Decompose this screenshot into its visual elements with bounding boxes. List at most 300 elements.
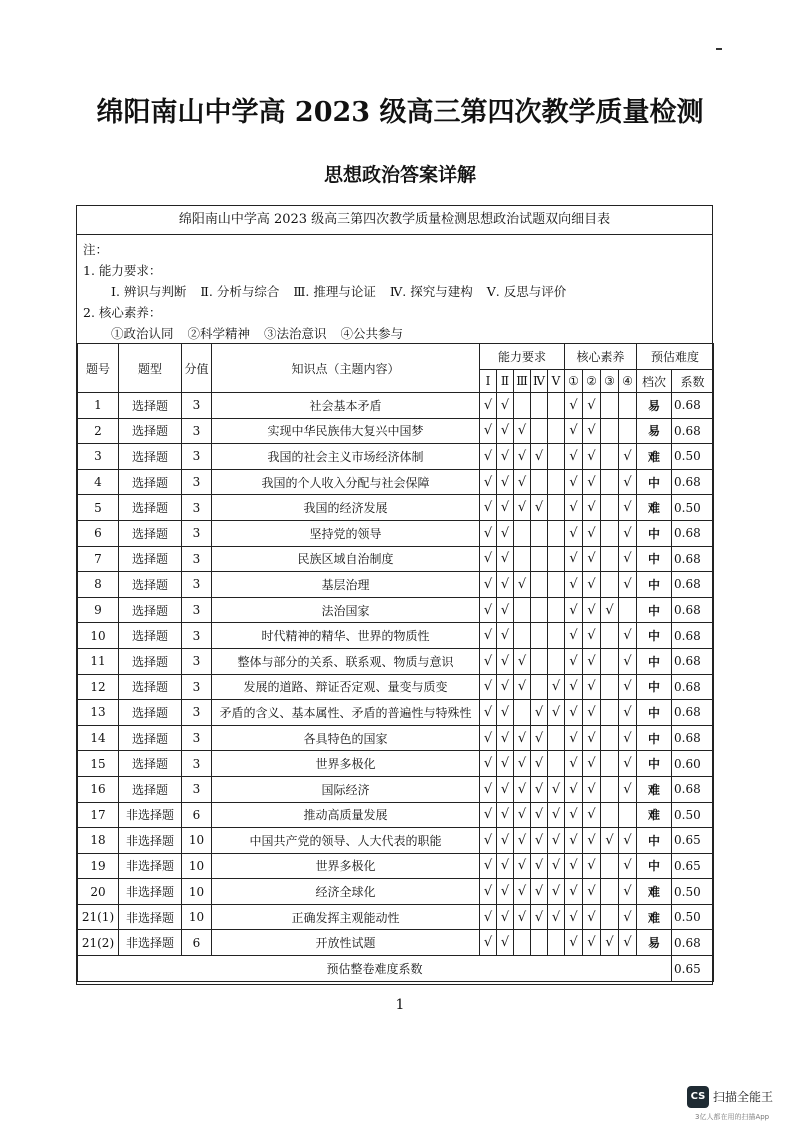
- ability-check-cell: √: [480, 418, 497, 444]
- literacy-check-cell: [601, 648, 619, 674]
- table-row: [78, 725, 714, 751]
- question-type: 选择题: [119, 546, 182, 572]
- difficulty-grade: 中: [637, 751, 672, 777]
- ability-check-cell: [531, 546, 548, 572]
- literacy-check-cell: √: [619, 879, 637, 905]
- table-row: [78, 418, 714, 444]
- question-number: 5: [78, 495, 119, 521]
- difficulty-coef: 0.68: [672, 520, 714, 546]
- question-score: 3: [182, 572, 212, 598]
- knowledge-point: 整体与部分的关系、联系观、物质与意识: [212, 648, 480, 674]
- literacy-check-cell: √: [583, 930, 601, 956]
- question-number: 21(1): [78, 904, 119, 930]
- spec-table-body: [78, 393, 714, 956]
- ability-check-cell: √: [514, 853, 531, 879]
- header-literacy-col: ④: [619, 370, 637, 393]
- literacy-heading: 2. 核心素养：: [83, 305, 162, 320]
- literacy-check-cell: √: [583, 776, 601, 802]
- difficulty-coef: 0.68: [672, 700, 714, 726]
- question-score: 6: [182, 930, 212, 956]
- question-number: 10: [78, 623, 119, 649]
- literacy-check-cell: √: [565, 930, 583, 956]
- ability-check-cell: [531, 597, 548, 623]
- ability-check-cell: √: [480, 520, 497, 546]
- difficulty-coef: 0.50: [672, 802, 714, 828]
- literacy-check-cell: √: [565, 904, 583, 930]
- difficulty-coef: 0.68: [672, 572, 714, 598]
- header-knowledge: 知识点（主题内容）: [212, 344, 480, 393]
- question-type: 选择题: [119, 776, 182, 802]
- knowledge-point: 基层治理: [212, 572, 480, 598]
- header-ability-col: Ⅳ: [531, 370, 548, 393]
- literacy-check-cell: [601, 751, 619, 777]
- literacy-check-cell: [619, 597, 637, 623]
- difficulty-grade: 中: [637, 853, 672, 879]
- question-score: 3: [182, 520, 212, 546]
- scanner-watermark: [687, 1086, 797, 1122]
- ability-check-cell: √: [480, 469, 497, 495]
- ability-check-cell: √: [480, 623, 497, 649]
- difficulty-coef: 0.68: [672, 393, 714, 419]
- ability-check-cell: [548, 623, 565, 649]
- ability-check-cell: √: [480, 674, 497, 700]
- literacy-item: ②科学精神: [187, 326, 251, 341]
- question-number: 16: [78, 776, 119, 802]
- ability-check-cell: √: [480, 648, 497, 674]
- question-type: 非选择题: [119, 904, 182, 930]
- ability-check-cell: √: [497, 597, 514, 623]
- ability-check-cell: √: [514, 572, 531, 598]
- ability-check-cell: √: [531, 725, 548, 751]
- difficulty-coef: 0.65: [672, 853, 714, 879]
- question-score: 3: [182, 495, 212, 521]
- question-type: 非选择题: [119, 828, 182, 854]
- ability-check-cell: √: [514, 879, 531, 905]
- question-number: 12: [78, 674, 119, 700]
- question-score: 10: [182, 904, 212, 930]
- ability-check-cell: √: [548, 776, 565, 802]
- literacy-check-cell: [601, 393, 619, 419]
- notes-intro: 注：: [83, 242, 109, 257]
- literacy-check-cell: √: [565, 802, 583, 828]
- question-number: 9: [78, 597, 119, 623]
- difficulty-grade: 中: [637, 674, 672, 700]
- ability-check-cell: √: [480, 930, 497, 956]
- difficulty-grade: 难: [637, 444, 672, 470]
- ability-item: Ⅱ. 分析与综合: [200, 284, 280, 299]
- literacy-check-cell: √: [619, 623, 637, 649]
- ability-check-cell: √: [480, 725, 497, 751]
- question-score: 3: [182, 725, 212, 751]
- header-literacy-col: ③: [601, 370, 619, 393]
- header-literacy: 核心素养: [565, 344, 637, 370]
- camscanner-logo-icon: CS: [687, 1086, 709, 1108]
- table-row: [78, 444, 714, 470]
- table-row: [78, 597, 714, 623]
- question-number: 1: [78, 393, 119, 419]
- ability-check-cell: [531, 648, 548, 674]
- literacy-check-cell: √: [583, 572, 601, 598]
- ability-check-cell: √: [548, 904, 565, 930]
- question-type: 选择题: [119, 751, 182, 777]
- table-row: [78, 904, 714, 930]
- ability-check-cell: √: [497, 418, 514, 444]
- literacy-check-cell: [619, 802, 637, 828]
- ability-check-cell: √: [480, 495, 497, 521]
- question-score: 3: [182, 776, 212, 802]
- question-type: 非选择题: [119, 879, 182, 905]
- header-coef: 系数: [672, 370, 714, 393]
- literacy-check-cell: √: [619, 751, 637, 777]
- literacy-check-cell: √: [565, 469, 583, 495]
- ability-check-cell: √: [497, 520, 514, 546]
- ability-check-cell: √: [480, 904, 497, 930]
- ability-check-cell: √: [480, 546, 497, 572]
- knowledge-point: 坚持党的领导: [212, 520, 480, 546]
- ability-check-cell: [514, 520, 531, 546]
- question-number: 2: [78, 418, 119, 444]
- difficulty-grade: 中: [637, 520, 672, 546]
- header-grade: 档次: [637, 370, 672, 393]
- ability-check-cell: √: [531, 700, 548, 726]
- literacy-check-cell: √: [565, 879, 583, 905]
- ability-check-cell: √: [497, 469, 514, 495]
- table-row: [78, 751, 714, 777]
- difficulty-coef: 0.50: [672, 444, 714, 470]
- ability-check-cell: √: [514, 904, 531, 930]
- table-title: 绵阳南山中学高 2023 级高三第四次教学质量检测思想政治试题双向细目表: [77, 206, 712, 235]
- ability-check-cell: [548, 751, 565, 777]
- ability-check-cell: [548, 546, 565, 572]
- ability-check-cell: √: [480, 879, 497, 905]
- table-row: [78, 546, 714, 572]
- table-row: [78, 700, 714, 726]
- ability-check-cell: √: [531, 495, 548, 521]
- literacy-check-cell: √: [619, 930, 637, 956]
- question-type: 选择题: [119, 393, 182, 419]
- question-number: 14: [78, 725, 119, 751]
- knowledge-point: 我国的经济发展: [212, 495, 480, 521]
- question-score: 3: [182, 418, 212, 444]
- literacy-check-cell: √: [619, 828, 637, 854]
- table-row: [78, 802, 714, 828]
- ability-check-cell: √: [497, 444, 514, 470]
- knowledge-point: 世界多极化: [212, 853, 480, 879]
- ability-check-cell: √: [548, 674, 565, 700]
- ability-check-cell: √: [497, 751, 514, 777]
- knowledge-point: 国际经济: [212, 776, 480, 802]
- ability-check-cell: √: [514, 495, 531, 521]
- ability-check-cell: √: [531, 751, 548, 777]
- header-ability-col: Ⅲ: [514, 370, 531, 393]
- question-score: 3: [182, 623, 212, 649]
- spec-table: [77, 343, 714, 982]
- literacy-item: ①政治认同: [111, 326, 174, 341]
- question-type: 非选择题: [119, 853, 182, 879]
- ability-check-cell: √: [514, 469, 531, 495]
- ability-check-cell: √: [497, 700, 514, 726]
- literacy-check-cell: [601, 520, 619, 546]
- literacy-check-cell: √: [619, 904, 637, 930]
- difficulty-grade: 难: [637, 802, 672, 828]
- ability-item: Ⅰ. 辨识与判断: [111, 284, 187, 299]
- ability-check-cell: [514, 546, 531, 572]
- difficulty-grade: 中: [637, 469, 672, 495]
- ability-check-cell: √: [497, 904, 514, 930]
- ability-check-cell: [548, 648, 565, 674]
- literacy-check-cell: √: [565, 546, 583, 572]
- difficulty-grade: 中: [637, 725, 672, 751]
- literacy-check-cell: √: [583, 648, 601, 674]
- ability-check-cell: √: [548, 828, 565, 854]
- summary-value: 0.65: [672, 956, 714, 982]
- literacy-check-cell: √: [583, 904, 601, 930]
- difficulty-coef: 0.68: [672, 725, 714, 751]
- summary-label: 预估整卷难度系数: [78, 956, 672, 982]
- literacy-check-cell: √: [583, 495, 601, 521]
- ability-check-cell: √: [531, 879, 548, 905]
- ability-check-cell: [531, 469, 548, 495]
- header-num: 题号: [78, 344, 119, 393]
- ability-check-cell: √: [480, 802, 497, 828]
- literacy-check-cell: √: [583, 802, 601, 828]
- ability-check-cell: √: [497, 572, 514, 598]
- question-number: 19: [78, 853, 119, 879]
- page-number: 1: [395, 997, 405, 1013]
- literacy-check-cell: [601, 418, 619, 444]
- literacy-check-cell: √: [583, 853, 601, 879]
- literacy-check-cell: [601, 879, 619, 905]
- page-title: 绵阳南山中学高 2023 级高三第四次教学质量检测: [96, 97, 704, 128]
- literacy-check-cell: [601, 623, 619, 649]
- literacy-check-cell: √: [583, 418, 601, 444]
- literacy-check-cell: [601, 674, 619, 700]
- ability-check-cell: √: [531, 828, 548, 854]
- literacy-check-cell: √: [619, 776, 637, 802]
- difficulty-grade: 中: [637, 597, 672, 623]
- ability-check-cell: [548, 393, 565, 419]
- table-row: [78, 776, 714, 802]
- literacy-check-cell: √: [565, 828, 583, 854]
- ability-check-cell: [514, 623, 531, 649]
- literacy-check-cell: [601, 904, 619, 930]
- question-score: 3: [182, 674, 212, 700]
- ability-check-cell: √: [497, 776, 514, 802]
- literacy-check-cell: √: [583, 597, 601, 623]
- ability-check-cell: [514, 930, 531, 956]
- literacy-check-cell: √: [565, 418, 583, 444]
- question-type: 选择题: [119, 418, 182, 444]
- ability-check-cell: [548, 725, 565, 751]
- literacy-check-cell: √: [583, 469, 601, 495]
- header-estimate: 预估难度: [637, 344, 714, 370]
- difficulty-coef: 0.68: [672, 776, 714, 802]
- ability-check-cell: √: [480, 393, 497, 419]
- difficulty-coef: 0.68: [672, 546, 714, 572]
- literacy-check-cell: [601, 469, 619, 495]
- table-row: [78, 930, 714, 956]
- knowledge-point: 推动高质量发展: [212, 802, 480, 828]
- literacy-item: ③法治意识: [264, 326, 327, 341]
- knowledge-point: 世界多极化: [212, 751, 480, 777]
- ability-check-cell: [514, 393, 531, 419]
- ability-check-cell: √: [531, 444, 548, 470]
- literacy-check-cell: √: [619, 444, 637, 470]
- knowledge-point: 发展的道路、辩证否定观、量变与质变: [212, 674, 480, 700]
- literacy-check-cell: √: [565, 751, 583, 777]
- literacy-check-cell: [601, 495, 619, 521]
- page-subtitle: 思想政治答案详解: [323, 164, 476, 186]
- literacy-check-cell: √: [565, 520, 583, 546]
- literacy-check-cell: √: [619, 495, 637, 521]
- ability-check-cell: [548, 572, 565, 598]
- table-row: [78, 623, 714, 649]
- difficulty-coef: 0.68: [672, 597, 714, 623]
- question-type: 选择题: [119, 648, 182, 674]
- ability-check-cell: √: [497, 802, 514, 828]
- literacy-check-cell: √: [619, 700, 637, 726]
- literacy-check-cell: √: [565, 572, 583, 598]
- literacy-check-cell: √: [565, 725, 583, 751]
- question-number: 7: [78, 546, 119, 572]
- header-score: 分值: [182, 344, 212, 393]
- knowledge-point: 矛盾的含义、基本属性、矛盾的普遍性与特殊性: [212, 700, 480, 726]
- ability-check-cell: [531, 393, 548, 419]
- ability-list: [83, 281, 704, 302]
- ability-check-cell: √: [514, 674, 531, 700]
- literacy-check-cell: √: [565, 776, 583, 802]
- question-score: 3: [182, 700, 212, 726]
- literacy-check-cell: √: [619, 725, 637, 751]
- difficulty-coef: 0.68: [672, 648, 714, 674]
- ability-check-cell: √: [548, 879, 565, 905]
- literacy-check-cell: √: [583, 623, 601, 649]
- table-row: [78, 648, 714, 674]
- difficulty-coef: 0.50: [672, 904, 714, 930]
- ability-check-cell: √: [514, 444, 531, 470]
- ability-check-cell: √: [514, 828, 531, 854]
- question-number: 17: [78, 802, 119, 828]
- header-ability-col: Ⅱ: [497, 370, 514, 393]
- question-number: 11: [78, 648, 119, 674]
- ability-check-cell: √: [548, 802, 565, 828]
- literacy-check-cell: [601, 725, 619, 751]
- table-row: [78, 879, 714, 905]
- ability-check-cell: √: [480, 776, 497, 802]
- literacy-check-cell: [619, 418, 637, 444]
- knowledge-point: 法治国家: [212, 597, 480, 623]
- literacy-check-cell: √: [565, 700, 583, 726]
- difficulty-coef: 0.68: [672, 418, 714, 444]
- knowledge-point: 我国的社会主义市场经济体制: [212, 444, 480, 470]
- knowledge-point: 实现中华民族伟大复兴中国梦: [212, 418, 480, 444]
- question-score: 6: [182, 802, 212, 828]
- header-type: 题型: [119, 344, 182, 393]
- difficulty-grade: 中: [637, 828, 672, 854]
- header-literacy-col: ②: [583, 370, 601, 393]
- question-score: 10: [182, 879, 212, 905]
- table-row: [78, 828, 714, 854]
- literacy-check-cell: [601, 853, 619, 879]
- literacy-check-cell: √: [583, 520, 601, 546]
- ability-item: Ⅲ. 推理与论证: [293, 284, 376, 299]
- literacy-check-cell: √: [583, 828, 601, 854]
- literacy-check-cell: [619, 393, 637, 419]
- difficulty-coef: 0.50: [672, 495, 714, 521]
- ability-check-cell: √: [531, 853, 548, 879]
- ability-check-cell: √: [548, 853, 565, 879]
- difficulty-grade: 中: [637, 700, 672, 726]
- ability-check-cell: √: [480, 853, 497, 879]
- difficulty-grade: 难: [637, 904, 672, 930]
- literacy-check-cell: √: [565, 623, 583, 649]
- spec-table-frame: [76, 205, 713, 985]
- question-number: 3: [78, 444, 119, 470]
- question-type: 选择题: [119, 469, 182, 495]
- difficulty-grade: 难: [637, 879, 672, 905]
- difficulty-grade: 易: [637, 418, 672, 444]
- header-ability-col: Ⅰ: [480, 370, 497, 393]
- literacy-check-cell: √: [601, 597, 619, 623]
- question-number: 8: [78, 572, 119, 598]
- literacy-check-cell: [601, 700, 619, 726]
- literacy-check-cell: √: [565, 648, 583, 674]
- table-notes: [77, 235, 712, 343]
- knowledge-point: 我国的个人收入分配与社会保障: [212, 469, 480, 495]
- literacy-check-cell: √: [565, 444, 583, 470]
- ability-check-cell: √: [497, 930, 514, 956]
- literacy-check-cell: √: [583, 700, 601, 726]
- difficulty-grade: 易: [637, 930, 672, 956]
- ability-check-cell: [531, 418, 548, 444]
- literacy-check-cell: √: [565, 597, 583, 623]
- table-row: [78, 495, 714, 521]
- ability-check-cell: [548, 495, 565, 521]
- ability-check-cell: √: [531, 904, 548, 930]
- question-type: 选择题: [119, 700, 182, 726]
- literacy-check-cell: √: [583, 546, 601, 572]
- difficulty-coef: 0.68: [672, 623, 714, 649]
- header-literacy-col: ①: [565, 370, 583, 393]
- table-row: [78, 674, 714, 700]
- ability-check-cell: [514, 597, 531, 623]
- ability-check-cell: √: [480, 597, 497, 623]
- ability-check-cell: √: [531, 776, 548, 802]
- knowledge-point: 正确发挥主观能动性: [212, 904, 480, 930]
- ability-check-cell: [531, 674, 548, 700]
- literacy-check-cell: √: [619, 546, 637, 572]
- question-type: 选择题: [119, 572, 182, 598]
- ability-heading: 1. 能力要求：: [83, 263, 162, 278]
- question-type: 选择题: [119, 623, 182, 649]
- difficulty-coef: 0.50: [672, 879, 714, 905]
- knowledge-point: 开放性试题: [212, 930, 480, 956]
- ability-check-cell: √: [497, 879, 514, 905]
- literacy-check-cell: √: [583, 879, 601, 905]
- literacy-check-cell: [601, 776, 619, 802]
- difficulty-grade: 难: [637, 776, 672, 802]
- question-score: 3: [182, 393, 212, 419]
- literacy-check-cell: √: [619, 853, 637, 879]
- ability-check-cell: √: [497, 828, 514, 854]
- ability-check-cell: √: [497, 393, 514, 419]
- question-number: 6: [78, 520, 119, 546]
- question-type: 选择题: [119, 674, 182, 700]
- question-score: 3: [182, 597, 212, 623]
- ability-check-cell: √: [497, 648, 514, 674]
- ability-check-cell: √: [480, 444, 497, 470]
- question-number: 20: [78, 879, 119, 905]
